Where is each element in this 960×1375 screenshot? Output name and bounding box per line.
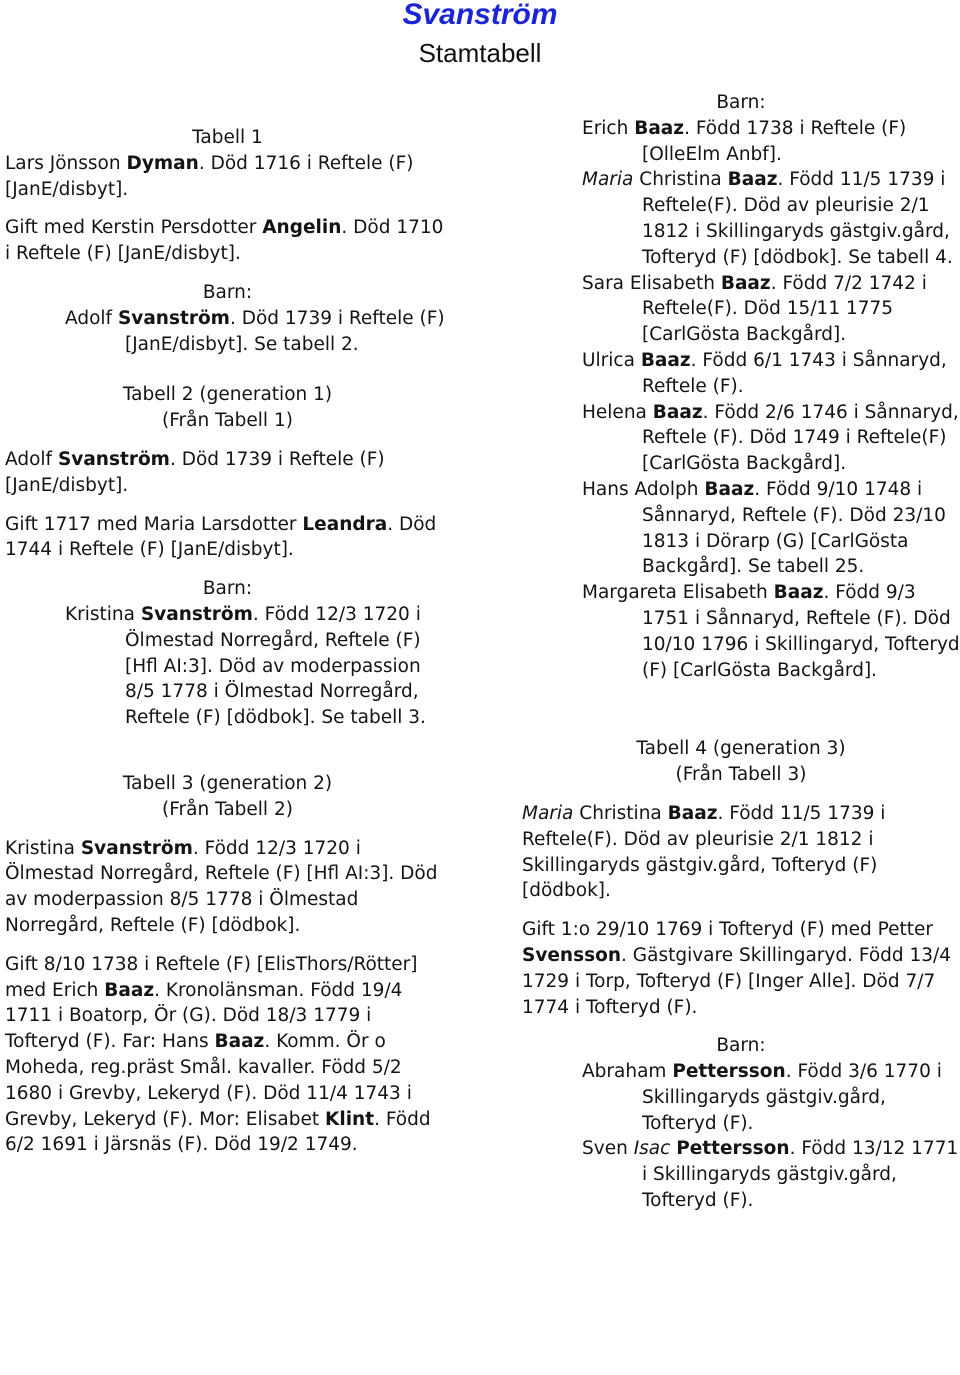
child-entry: Sara Elisabeth Baaz. Född 7/2 1742 i Reftele(F). Död 15/11 1775 [CarlGösta Backgård].: [582, 272, 927, 346]
page-title: Svanström: [402, 0, 558, 31]
tabell-1: [5, 125, 450, 357]
barn-label: Barn:: [202, 281, 253, 303]
left-column: [5, 125, 450, 1158]
barn-label: Barn:: [716, 1035, 766, 1057]
tabell-heading: Tabell 3 (generation 2): [122, 772, 333, 794]
person-entry: Maria Christina Baaz. Född 11/5 1739 i Reftele(F). Död av pleurisie 2/1 1812 i Skillingaryds gästgiv.gård, Tofteryd (F) [dödbok].: [522, 802, 886, 902]
spouse-entry: Gift 1:o 29/10 1769 i Tofteryd (F) med Petter Svensson. Gästgivare Skillingaryd. Född 13/4 1729 i Torp, Tofteryd (F) [Inger Alle]. Död 7/7 1774 i Tofteryd (F).: [522, 919, 952, 1018]
person-entry: Lars Jönsson Dyman. Död 1716 i Reftele (F) [JanE/disbyt].: [5, 152, 414, 200]
tabell-from: (Från Tabell 3): [675, 764, 807, 786]
tabell-from: (Från Tabell 2): [162, 798, 293, 820]
person-entry: Kristina Svanström. Född 12/3 1720 i Ölmestad Norregård, Reftele (F) [Hfl AI:3]. Död av moderpassion 8/5 1778 i Ölmestad Norregård, Reftele (F) [dödbok].: [5, 837, 438, 936]
person-entry: Adolf Svanström. Död 1739 i Reftele (F) [JanE/disbyt].: [5, 448, 385, 496]
child-entry: Erich Baaz. Född 1738 i Reftele (F) [OlleElm Anbf].: [582, 117, 907, 165]
barn-label: Barn:: [202, 578, 253, 600]
tabell-3-children: [522, 90, 960, 683]
tabell-heading: Tabell 2 (generation 1): [122, 384, 333, 406]
child-entry: Hans Adolph Baaz. Född 9/10 1748 i Sånnaryd, Reftele (F). Död 23/10 1813 i Dörarp (G) [CarlGösta Backgård]. Se tabell 25.: [582, 478, 946, 578]
spouse-entry: Gift 8/10 1738 i Reftele (F) [ElisThors/Rötter] med Erich Baaz. Kronolänsman. Född 19/4 1711 i Boatorp, Ör (G). Död 18/3 1779 i Tofteryd (F). Far: Hans Baaz. Komm. Ör o Moheda, reg.präst Smål. kavaller. Född 5/2 1680 i Grevby, Lekeryd (F). Död 11/4 1743 i Grevby, Lekeryd (F). Mor: Elisabet Klint. Född 6/2 1691 i Järsnäs (F). Död 19/2 1749.: [5, 953, 431, 1156]
child-entry: Kristina Svanström. Född 12/3 1720 i Ölmestad Norregård, Reftele (F) [Hfl AI:3]. Död av moderpassion 8/5 1778 i Ölmestad Norregård, Reftele (F) [dödbok]. Se tabell 3.: [65, 603, 426, 729]
child-entry: Margareta Elisabeth Baaz. Född 9/3 1751 i Sånnaryd, Reftele (F). Död 10/10 1796 i Skillingaryd, Tofteryd (F) [CarlGösta Backgård].: [582, 582, 960, 681]
child-entry: Ulrica Baaz. Född 6/1 1743 i Sånnaryd, Reftele (F).: [582, 349, 947, 397]
barn-label: Barn:: [716, 92, 766, 113]
child-entry: Adolf Svanström. Död 1739 i Reftele (F) [JanE/disbyt]. Se tabell 2.: [65, 307, 445, 355]
tabell-heading: Tabell 1: [192, 127, 263, 148]
page-subtitle: Stamtabell: [418, 38, 542, 68]
tabell-3: [5, 771, 450, 1158]
right-column: [522, 90, 960, 1214]
tabell-4: [522, 736, 960, 1214]
spouse-entry: Gift 1717 med Maria Larsdotter Leandra. Död 1744 i Reftele (F) [JanE/disbyt].: [5, 513, 437, 561]
tabell-heading: Tabell 4 (generation 3): [636, 738, 846, 760]
spouse-entry: Gift med Kerstin Persdotter Angelin. Död 1710 i Reftele (F) [JanE/disbyt].: [5, 217, 444, 265]
child-entry: Helena Baaz. Född 2/6 1746 i Sånnaryd, Reftele (F). Död 1749 i Reftele(F) [CarlGösta Backgård].: [582, 401, 959, 475]
tabell-from: (Från Tabell 1): [162, 410, 293, 432]
child-entry: Sven Isac Pettersson. Född 13/12 1771 i Skillingaryds gästgiv.gård, Tofteryd (F).: [582, 1138, 959, 1212]
child-entry: Abraham Pettersson. Född 3/6 1770 i Skillingaryds gästgiv.gård, Tofteryd (F).: [582, 1061, 942, 1134]
child-entry: Maria Christina Baaz. Född 11/5 1739 i Reftele(F). Död av pleurisie 2/1 1812 i Skillingaryds gästgiv.gård, Tofteryd (F) [dödbok]. Se tabell 4.: [582, 169, 953, 268]
tabell-2: [5, 382, 450, 731]
